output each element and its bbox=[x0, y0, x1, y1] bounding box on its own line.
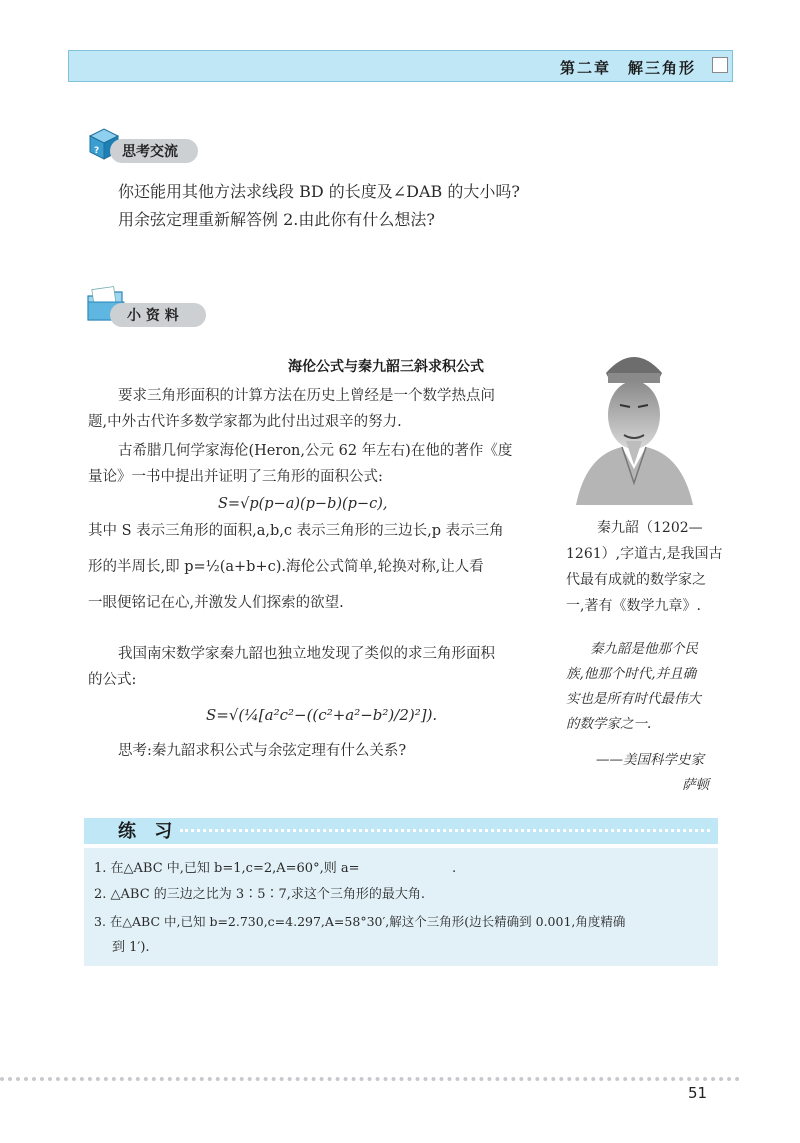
think-question-1: 你还能用其他方法求线段 BD 的长度及∠DAB 的大小吗? bbox=[118, 182, 520, 201]
exercise-1: 1. 在△ABC 中,已知 b=1,c=2,A=60°,则 a= bbox=[94, 861, 360, 876]
practice-label: 练 习 bbox=[118, 821, 179, 842]
heron-formula: S=√p(p−a)(p−b)(p−c), bbox=[218, 496, 388, 512]
quote-line4: 的数学家之一. bbox=[566, 716, 652, 732]
quote-author: 萨顿 bbox=[682, 777, 709, 793]
para4-line2: 的公式: bbox=[88, 672, 137, 688]
qin-formula: S=√(¼[a²c²−((c²+a²−b²)/2)²]). bbox=[206, 706, 438, 724]
para3-line1: 其中 S 表示三角形的面积,a,b,c 表示三角形的三边长,p 表示三角 bbox=[88, 523, 504, 539]
qin-jiushao-portrait bbox=[566, 343, 703, 505]
portrait-caption-line3: 代最有成就的数学家之 bbox=[566, 572, 706, 588]
info-title: 海伦公式与秦九韶三斜求积公式 bbox=[288, 359, 484, 375]
think-relation-question: 思考:秦九韶求积公式与余弦定理有什么关系? bbox=[118, 743, 407, 759]
quote-source: ——美国科学史家 bbox=[596, 752, 704, 768]
exercise-3: 3. 在△ABC 中,已知 b=2.730,c=4.297,A=58°30′,解这个三角形(边长精确到 0.001,角度精确 bbox=[94, 914, 626, 929]
footer-dotted-rule bbox=[0, 1077, 740, 1081]
para3-line3: 一眼便铭记在心,并激发人们探索的欲望. bbox=[88, 595, 344, 611]
info-label: 小 资 料 bbox=[127, 308, 179, 324]
chapter-title: 第二章 解三角形 bbox=[560, 59, 697, 77]
svg-text:?: ? bbox=[94, 146, 100, 156]
quote-line3: 实也是所有时代最伟大 bbox=[566, 691, 701, 707]
para1-line2: 题,中外古代许多数学家都为此付出过艰辛的努力. bbox=[88, 414, 402, 430]
exercise-1-end: . bbox=[452, 861, 457, 876]
practice-header-dots bbox=[180, 829, 710, 832]
quote-line1: 秦九韶是他那个民 bbox=[590, 641, 698, 657]
quote-line2: 族,他那个时代,并且确 bbox=[566, 666, 697, 682]
exercise-2: 2. △ABC 的三边之比为 3∶5∶7,求这个三角形的最大角. bbox=[94, 887, 426, 902]
think-question-2: 用余弦定理重新解答例 2.由此你有什么想法? bbox=[118, 210, 435, 229]
think-label: 思考交流 bbox=[122, 144, 178, 160]
para1-line1: 要求三角形面积的计算方法在历史上曾经是一个数学热点问 bbox=[118, 388, 495, 404]
exercise-3-cont: 到 1′). bbox=[112, 940, 150, 955]
portrait-caption-line1: 秦九韶（1202— bbox=[597, 520, 703, 536]
para2-line2: 量论》一书中提出并证明了三角形的面积公式: bbox=[88, 469, 383, 485]
portrait-caption-line4: 一,著有《数学九章》. bbox=[566, 598, 701, 614]
para2-line1: 古希腊几何学家海伦(Heron,公元 62 年左右)在他的著作《度 bbox=[118, 443, 513, 459]
portrait-caption-line2: 1261）,字道古,是我国古 bbox=[566, 546, 723, 562]
header-square-icon bbox=[712, 57, 728, 73]
para4-line1: 我国南宋数学家秦九韶也独立地发现了类似的求三角形面积 bbox=[118, 646, 495, 662]
page-number: 51 bbox=[688, 1084, 708, 1102]
para3-line2: 形的半周长,即 p=½(a+b+c).海伦公式简单,轮换对称,让人看 bbox=[88, 559, 484, 575]
